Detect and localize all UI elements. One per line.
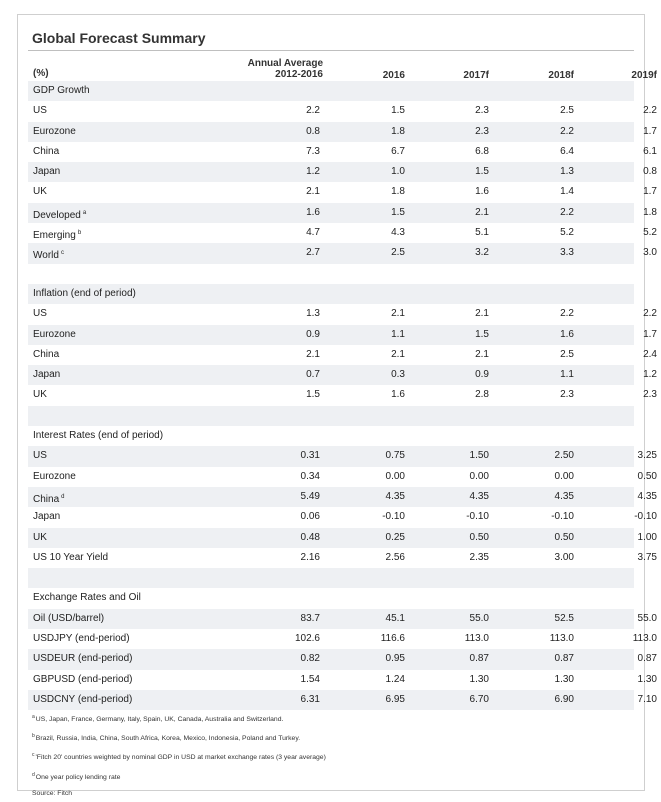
row-label-text: China <box>33 493 60 505</box>
table-cell: 1.2 <box>306 166 320 178</box>
row-label <box>33 507 60 527</box>
footnotes <box>32 709 326 802</box>
table-cell: 1.6 <box>475 186 489 198</box>
column-header-avg <box>243 58 323 80</box>
table-cell: 2.5 <box>560 105 574 117</box>
table-cell: 2.35 <box>469 551 489 563</box>
table-cell: 2.2 <box>643 105 657 117</box>
row-label-text: Developed <box>33 209 81 221</box>
table-cell: 1.5 <box>475 328 489 340</box>
table-cell: 3.00 <box>554 551 574 563</box>
table-cell: 1.1 <box>391 328 405 340</box>
table-row <box>28 629 657 649</box>
table-cell: 6.1 <box>643 145 657 157</box>
row-label-text: USDJPY (end-period) <box>33 633 130 645</box>
row-label-text: World <box>33 250 59 262</box>
footnote-marker: c <box>32 752 35 759</box>
table-cell: 7.10 <box>637 693 657 705</box>
table-cell: 0.87 <box>637 653 657 665</box>
row-label <box>33 609 104 629</box>
table-cell: 4.35 <box>385 490 405 502</box>
table-cell: 0.9 <box>475 369 489 381</box>
table-cell: 3.2 <box>475 247 489 259</box>
table-cell: 0.00 <box>385 470 405 482</box>
row-label-text: China <box>33 145 60 157</box>
table-cell: -0.10 <box>382 511 405 523</box>
table-cell: 2.1 <box>475 206 489 218</box>
table-row <box>28 467 657 487</box>
table-cell: 6.7 <box>391 145 405 157</box>
table-cell: 1.4 <box>560 186 574 198</box>
column-header-2018f: 2018f <box>548 70 574 81</box>
unit-label: (%) <box>33 68 49 79</box>
table-cell: 0.34 <box>300 470 320 482</box>
row-label-text: US <box>33 105 47 117</box>
table-cell: 2.8 <box>475 389 489 401</box>
row-label <box>33 162 60 182</box>
table-cell: 2.1 <box>306 186 320 198</box>
table-cell: 0.06 <box>300 511 320 523</box>
row-label-text: Japan <box>33 511 61 523</box>
table-cell: 4.35 <box>554 490 574 502</box>
table-cell: 1.30 <box>469 673 489 685</box>
footnote-text: One year policy lending rate <box>35 773 121 781</box>
row-label-text: UK <box>33 389 47 401</box>
table-row <box>28 203 657 223</box>
table-cell: 6.4 <box>560 145 574 157</box>
table-cell: 1.5 <box>475 166 489 178</box>
row-label-text: Emerging <box>33 230 76 242</box>
table-cell: 2.1 <box>306 348 320 360</box>
table-cell: 2.7 <box>306 247 320 259</box>
table-cell: 1.50 <box>469 450 489 462</box>
footnote-text: Source: Fitch <box>32 789 73 797</box>
row-label-text: US <box>33 450 47 462</box>
row-label-text: UK <box>33 531 47 543</box>
table-cell: 55.0 <box>469 612 489 624</box>
table-cell: 2.5 <box>560 348 574 360</box>
table-cell: 1.0 <box>391 166 405 178</box>
forecast-table <box>28 81 657 710</box>
column-header-2019f: 2019f <box>631 70 657 81</box>
table-row <box>28 182 657 202</box>
table-row <box>28 609 657 629</box>
table-cell: 2.2 <box>560 206 574 218</box>
column-header-2016: 2016 <box>382 70 405 81</box>
table-cell: 6.70 <box>469 693 489 705</box>
table-cell: 4.3 <box>391 227 405 239</box>
table-row <box>28 487 657 507</box>
table-row <box>28 528 657 548</box>
row-label-text: US <box>33 308 47 320</box>
row-label <box>33 548 108 568</box>
spacer-row <box>28 264 634 284</box>
table-row <box>28 162 657 182</box>
table-cell: 0.00 <box>469 470 489 482</box>
section-heading-row <box>28 81 634 101</box>
row-label <box>33 385 47 405</box>
table-cell: 3.3 <box>560 247 574 259</box>
spacer-row <box>28 406 634 426</box>
table-cell: 113.0 <box>632 633 657 645</box>
table-cell: 2.3 <box>643 389 657 401</box>
row-label <box>33 101 47 121</box>
row-label-text: US 10 Year Yield <box>33 551 109 563</box>
table-cell: 113.0 <box>464 633 489 645</box>
table-row <box>28 122 657 142</box>
row-label-text: Eurozone <box>33 125 76 137</box>
row-label <box>33 304 47 324</box>
footnote-text: US, Japan, France, Germany, Italy, Spain, UK, Canada, Australia and Switzerland. <box>35 716 284 723</box>
row-label-text: China <box>33 348 60 360</box>
table-cell: 116.6 <box>380 633 405 645</box>
table-cell: 2.4 <box>643 348 657 360</box>
table-cell: 1.7 <box>643 125 657 137</box>
table-cell: 0.7 <box>306 369 320 381</box>
table-cell: -0.10 <box>634 511 657 523</box>
section-heading: GDP Growth <box>33 85 90 96</box>
table-cell: 2.3 <box>475 105 489 117</box>
table-header <box>28 53 657 81</box>
table-cell: 2.16 <box>300 551 320 563</box>
row-label <box>33 122 76 142</box>
table-cell: 1.8 <box>391 125 405 137</box>
footnote-marker: b <box>77 230 82 237</box>
table-cell: 4.35 <box>637 490 657 502</box>
footnote-marker: a <box>32 714 35 720</box>
table-cell: 0.9 <box>306 328 320 340</box>
table-row <box>28 690 657 710</box>
table-cell: 1.24 <box>385 673 405 685</box>
table-cell: 5.2 <box>560 227 574 239</box>
footnote-marker: c <box>60 250 64 257</box>
table-cell: 2.56 <box>385 551 405 563</box>
table-cell: 1.00 <box>637 531 657 543</box>
table-cell: 7.3 <box>306 145 320 157</box>
table-cell: 2.3 <box>560 389 574 401</box>
section-heading: Interest Rates (end of period) <box>33 430 164 442</box>
table-cell: 1.2 <box>643 369 657 381</box>
row-label <box>33 629 130 649</box>
row-label <box>33 142 59 162</box>
table-cell: 1.30 <box>554 673 574 685</box>
table-cell: 0.31 <box>300 450 320 462</box>
table-cell: 0.50 <box>554 531 574 543</box>
footnote <box>32 747 326 766</box>
table-cell: 1.6 <box>560 328 574 340</box>
table-cell: 6.31 <box>300 693 320 705</box>
table-cell: 0.82 <box>300 653 320 665</box>
table-cell: 45.1 <box>385 612 405 624</box>
footnote <box>32 786 326 802</box>
row-label <box>33 365 60 385</box>
footnote <box>32 709 326 728</box>
table-row <box>28 670 657 690</box>
row-label-text: UK <box>33 186 47 198</box>
table-cell: 5.49 <box>300 490 320 502</box>
row-label <box>33 345 59 365</box>
table-cell: 113.0 <box>549 633 574 645</box>
table-cell: 1.8 <box>643 206 657 218</box>
row-label <box>33 182 47 202</box>
table-cell: 0.3 <box>391 369 405 381</box>
table-cell: 1.54 <box>300 673 320 685</box>
table-cell: 0.8 <box>643 166 657 178</box>
table-cell: 2.1 <box>391 308 405 320</box>
table-cell: 4.7 <box>306 227 320 239</box>
table-cell: 2.1 <box>475 348 489 360</box>
table-row <box>28 446 657 466</box>
table-cell: 0.8 <box>306 125 320 137</box>
table-cell: 4.35 <box>469 490 489 502</box>
footnote-marker: b <box>32 733 35 740</box>
table-cell: 52.5 <box>554 612 574 624</box>
column-header-line1: Annual Average <box>247 58 323 69</box>
table-cell: 55.0 <box>637 612 657 624</box>
spacer-row <box>28 568 634 588</box>
column-header-2017f: 2017f <box>463 70 489 81</box>
table-cell: 1.6 <box>306 206 320 218</box>
title-divider <box>28 50 634 51</box>
row-label-text: USDEUR (end-period) <box>33 653 133 665</box>
table-cell: 1.7 <box>643 186 657 198</box>
table-cell: 2.50 <box>554 450 574 462</box>
row-label-text: Eurozone <box>33 328 76 340</box>
footnote <box>32 767 326 786</box>
table-cell: 3.0 <box>643 247 657 259</box>
row-label-text: Oil (USD/barrel) <box>33 612 105 624</box>
table-cell: 2.2 <box>643 308 657 320</box>
table-row <box>28 507 657 527</box>
table-row <box>28 223 657 243</box>
table-row <box>28 325 657 345</box>
footnote <box>32 728 326 747</box>
section-heading: Inflation (end of period) <box>33 287 136 299</box>
table-cell: 1.6 <box>391 389 405 401</box>
column-header-line2: 2012-2016 <box>275 69 323 80</box>
table-cell: -0.10 <box>466 511 489 523</box>
table-cell: 0.50 <box>637 470 657 482</box>
table-cell: 2.1 <box>475 308 489 320</box>
table-cell: 0.75 <box>385 450 405 462</box>
table-row <box>28 304 657 324</box>
table-row <box>28 385 657 405</box>
table-cell: 1.8 <box>391 186 405 198</box>
row-label <box>33 325 76 345</box>
forecast-summary-panel <box>17 14 657 797</box>
row-label <box>33 690 132 710</box>
table-cell: 1.5 <box>306 389 320 401</box>
section-heading-row <box>28 426 634 446</box>
table-cell: 1.5 <box>391 105 405 117</box>
table-cell: 2.2 <box>306 105 320 117</box>
table-row <box>28 142 657 162</box>
row-label-text: Japan <box>33 369 61 381</box>
table-row <box>28 365 657 385</box>
table-cell: 5.1 <box>475 227 489 239</box>
row-label-text: Japan <box>33 166 61 178</box>
table-row <box>28 243 657 263</box>
table-cell: 1.30 <box>637 673 657 685</box>
table-cell: 1.3 <box>306 308 320 320</box>
table-cell: 102.6 <box>294 633 320 645</box>
section-heading: Exchange Rates and Oil <box>33 592 141 604</box>
table-cell: 1.1 <box>560 369 574 381</box>
row-label <box>33 528 47 548</box>
table-cell: 0.87 <box>554 653 574 665</box>
footnote-marker: d <box>61 493 65 500</box>
table-cell: 83.7 <box>300 612 320 624</box>
table-cell: 0.48 <box>300 531 320 543</box>
table-cell: 1.5 <box>391 206 405 218</box>
row-label <box>33 446 47 466</box>
table-cell: 0.87 <box>469 653 489 665</box>
table-cell: 0.50 <box>469 531 489 543</box>
table-cell: 1.7 <box>643 328 657 340</box>
row-label-text: Eurozone <box>33 470 76 482</box>
table-cell: 6.95 <box>385 693 405 705</box>
footnote-text: 'Fitch 20' countries weighted by nominal GDP in USD at market exchange rates (3 year average) <box>35 754 326 762</box>
footnote-marker: d <box>32 771 35 778</box>
table-cell: -0.10 <box>551 511 574 523</box>
table-cell: 2.5 <box>391 247 405 259</box>
table-cell: 6.8 <box>475 145 489 157</box>
section-heading-row <box>28 588 634 608</box>
footnote-text: Brazil, Russia, India, China, South Africa, Korea, Mexico, Indonesia, Poland and Turkey. <box>35 735 301 743</box>
table-cell: 3.25 <box>637 450 657 462</box>
table-cell: 0.95 <box>385 653 405 665</box>
table-cell: 1.3 <box>560 166 574 178</box>
table-row <box>28 649 657 669</box>
footnote-marker: a <box>82 209 87 216</box>
section-heading-row <box>28 284 634 304</box>
table-cell: 2.3 <box>475 125 489 137</box>
row-label <box>33 649 132 669</box>
row-label <box>33 670 132 690</box>
table-cell: 5.2 <box>643 227 657 239</box>
table-row <box>28 345 657 365</box>
table-cell: 3.75 <box>637 551 657 563</box>
page-title: Global Forecast Summary <box>32 30 206 46</box>
table-cell: 2.2 <box>560 308 574 320</box>
table-row <box>28 548 657 568</box>
table-cell: 0.00 <box>554 470 574 482</box>
row-label-text: GBPUSD (end-period) <box>33 673 133 685</box>
table-cell: 6.90 <box>554 693 574 705</box>
row-label-text: USDCNY (end-period) <box>33 693 133 705</box>
table-row <box>28 101 657 121</box>
table-cell: 0.25 <box>385 531 405 543</box>
row-label <box>33 467 76 487</box>
table-cell: 2.2 <box>560 125 574 137</box>
table-cell: 2.1 <box>391 348 405 360</box>
